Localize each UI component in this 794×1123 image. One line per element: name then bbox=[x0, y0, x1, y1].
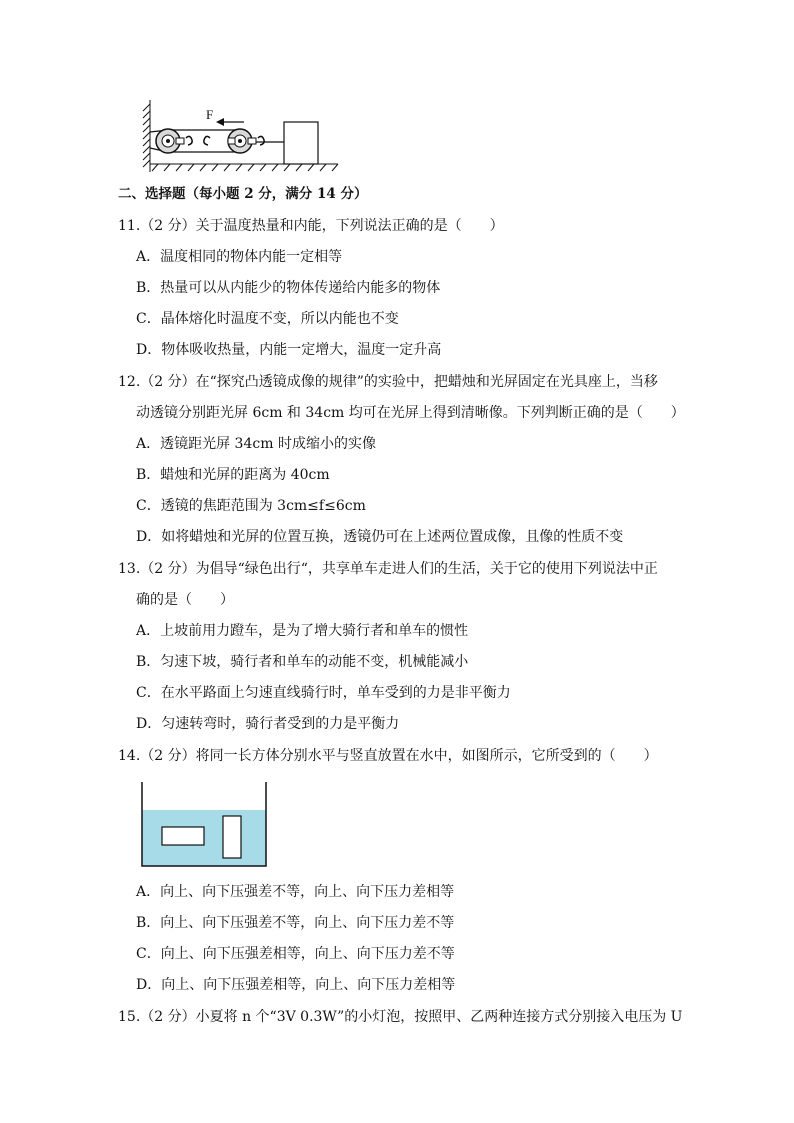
movable-pulley bbox=[204, 129, 264, 153]
block bbox=[284, 122, 318, 164]
question-14-option-b: B．向上、向下压强差不等，向上、向下压力差不等 bbox=[136, 915, 455, 931]
question-15-stem: 15.（2 分）小夏将 n 个“3V 0.3W”的小灯泡，按照甲、乙两种连接方式分别接入电压为 U bbox=[118, 1009, 683, 1025]
horizontal-block bbox=[162, 827, 204, 845]
question-12-stem-line-2: 动透镜分别距光屏 6cm 和 34cm 均可在光屏上得到清晰像。下列判断正确的是（ ） bbox=[136, 405, 685, 421]
pulley-figure bbox=[138, 98, 342, 176]
question-13-option-d: D．匀速转弯时，骑行者受到的力是平衡力 bbox=[136, 716, 400, 732]
question-14-option-a: A．向上、向下压强差不等，向上、向下压力差相等 bbox=[136, 884, 455, 900]
question-13-stem-line-1: 13.（2 分）为倡导“绿色出行“，共享单车走进人们的生活，关于它的使用下列说法中正 bbox=[118, 561, 658, 577]
question-14-stem: 14.（2 分）将同一长方体分别水平与竖直放置在水中，如图所示，它所受到的（ ） bbox=[118, 748, 658, 764]
vertical-block bbox=[223, 816, 241, 858]
question-13-option-a: A．上坡前用力蹬车，是为了增大骑行者和单车的惯性 bbox=[136, 623, 469, 639]
question-11-option-a: A．温度相同的物体内能一定相等 bbox=[136, 249, 343, 265]
question-14-option-d: D．向上、向下压强差相等，向上、向下压力差相等 bbox=[136, 977, 456, 993]
section-title: 二、选择题（每小题 2 分，满分 14 分） bbox=[118, 186, 368, 202]
fixed-pulley bbox=[156, 129, 192, 153]
question-14-option-c: C．向上、向下压强差相等，向上、向下压力差不等 bbox=[136, 946, 455, 962]
floor-hatch bbox=[150, 164, 338, 171]
question-12-stem-line-1: 12.（2 分）在“探究凸透镜成像的规律”的实验中，把蜡烛和光屏固定在光具座上，当移 bbox=[118, 374, 658, 390]
question-12-option-d: D．如将蜡烛和光屏的位置互换，透镜仍可在上述两位置成像，且像的性质不变 bbox=[136, 529, 624, 545]
question-11-option-b: B．热量可以从内能少的物体传递给内能多的物体 bbox=[136, 280, 441, 296]
question-11-option-c: C．晶体熔化时温度不变，所以内能也不变 bbox=[136, 311, 399, 327]
question-12-option-a: A．透镜距光屏 34cm 时成缩小的实像 bbox=[136, 436, 376, 452]
question-13-option-b: B．匀速下坡，骑行者和单车的动能不变，机械能减小 bbox=[136, 654, 469, 670]
force-label: F bbox=[206, 107, 214, 122]
question-11-option-d: D．物体吸收热量，内能一定增大，温度一定升高 bbox=[136, 342, 442, 358]
question-13-stem-line-2: 确的是（ ） bbox=[136, 592, 234, 608]
question-12-option-b: B．蜡烛和光屏的距离为 40cm bbox=[136, 467, 330, 483]
wall-hatch bbox=[143, 100, 150, 172]
force-arrow bbox=[206, 107, 244, 126]
water-container-figure bbox=[140, 780, 270, 870]
question-13-option-c: C．在水平路面上匀速直线骑行时，单车受到的力是非平衡力 bbox=[136, 685, 511, 701]
question-12-option-c: C．透镜的焦距范围为 3cm≤f≤6cm bbox=[136, 498, 366, 514]
question-11-stem: 11.（2 分）关于温度热量和内能，下列说法正确的是（ ） bbox=[118, 218, 504, 234]
